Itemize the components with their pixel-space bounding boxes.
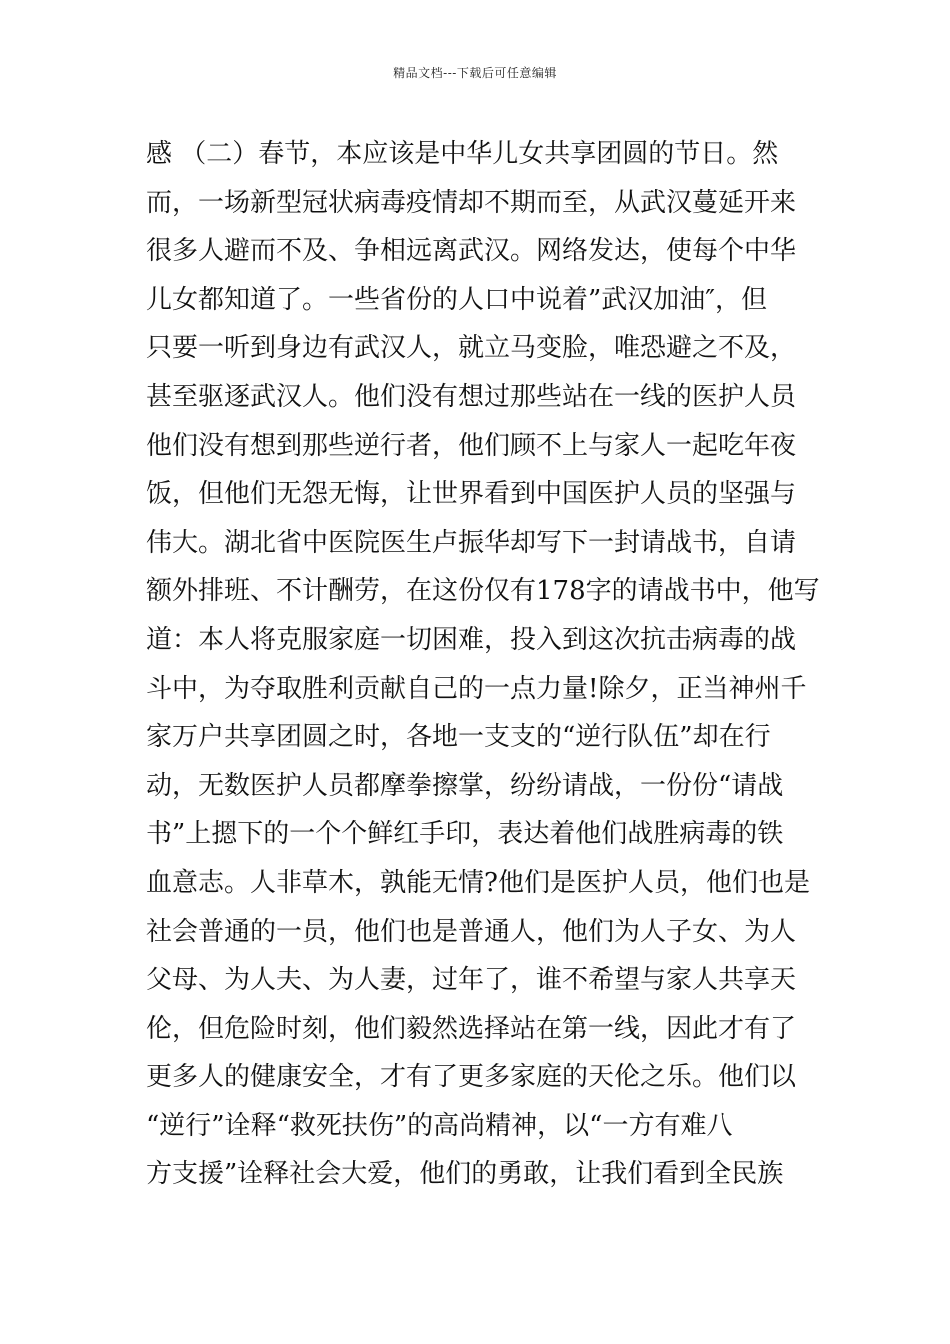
text-line: 道：本人将克服家庭一切困难，投入到这次抗击病毒的战 xyxy=(146,624,797,655)
text-line: 书”上摁下的一个个鲜红手印，表达着他们战胜病毒的铁 xyxy=(146,819,784,850)
text-line: 父母、为人夫、为人妻，过年了，谁不希望与家人共享天 xyxy=(146,965,797,996)
text-line: 方支援”诠释社会大爱，他们的勇敢，让我们看到全民族 xyxy=(146,1159,784,1190)
text-line: 伟大。湖北省中医院医生卢振华却写下一封请战书，自请 xyxy=(146,527,797,558)
text-line: 动，无数医护人员都摩拳擦掌，纷纷请战，一份份“请战 xyxy=(146,770,784,801)
text-line: 社会普通的一员，他们也是普通人，他们为人子女、为人 xyxy=(146,916,797,947)
text-line: 家万户共享团圆之时，各地一支支的“逆行队伍”却在行 xyxy=(146,722,771,753)
text-line: 额外排班、不计酬劳，在这份仅有178字的请战书中，他写 xyxy=(146,576,820,607)
text-line: 饭，但他们无怨无悔，让世界看到中国医护人员的坚强与 xyxy=(146,479,797,510)
text-line: 他们没有想到那些逆行者，他们顾不上与家人一起吃年夜 xyxy=(146,430,797,461)
text-line: 甚至驱逐武汉人。他们没有想过那些站在一线的医护人员 xyxy=(146,381,797,412)
text-line: 而，一场新型冠状病毒疫情却不期而至，从武汉蔓延开来 xyxy=(146,187,797,218)
text-line: “逆行”诠释“救死扶伤”的高尚精神，以“一方有难八 xyxy=(146,1110,733,1141)
text-line: 血意志。人非草木，孰能无情?他们是医护人员，他们也是 xyxy=(146,867,810,898)
text-line: 很多人避而不及、争相远离武汉。网络发达，使每个中华 xyxy=(146,236,797,267)
text-line: 感 （二）春节，本应该是中华儿女共享团圆的节日。然 xyxy=(146,139,779,169)
text-line: 伦，但危险时刻，他们毅然选择站在第一线，因此才有了 xyxy=(146,1013,797,1044)
text-line: 儿女都知道了。一些省份的人口中说着”武汉加油″，但 xyxy=(146,284,768,315)
page-header: 精品文档---下载后可任意编辑 xyxy=(393,66,557,80)
text-line: 更多人的健康安全，才有了更多家庭的天伦之乐。他们以 xyxy=(146,1062,797,1093)
document-body xyxy=(146,130,818,1199)
text-line: 斗中，为夺取胜利贡献自己的一点力量!除夕，正当神州千 xyxy=(146,673,807,704)
text-line: 只要一听到身边有武汉人，就立马变脸，唯恐避之不及， xyxy=(146,333,797,364)
